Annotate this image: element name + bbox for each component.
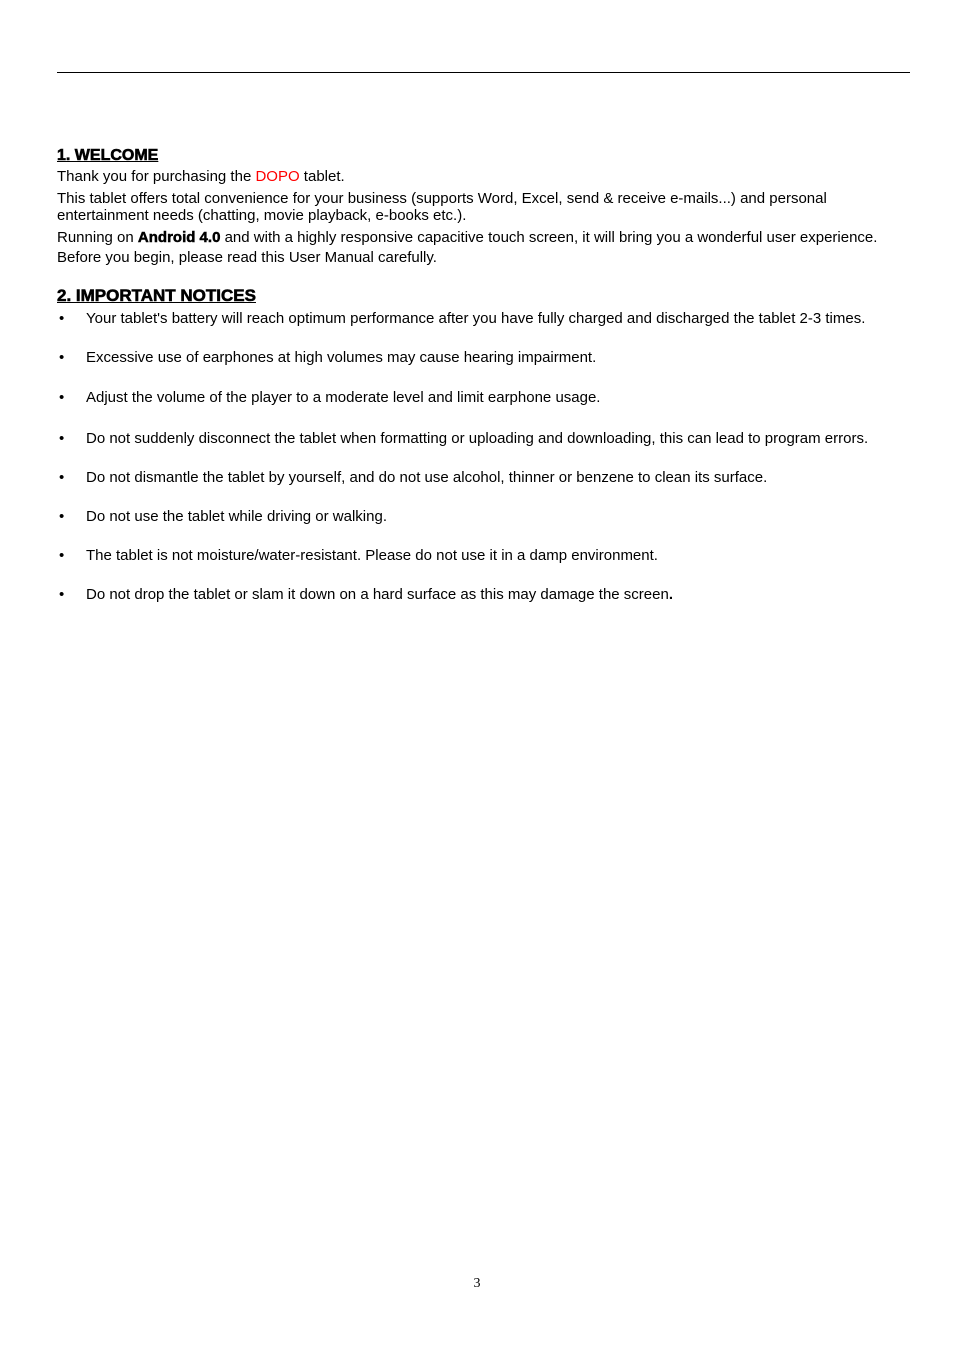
list-item bbox=[57, 469, 897, 486]
welcome-heading: 1. WELCOME bbox=[57, 147, 159, 164]
header-rule bbox=[57, 72, 910, 73]
list-item bbox=[57, 586, 897, 603]
page-content bbox=[57, 146, 897, 603]
bullet-icon: • bbox=[59, 586, 65, 603]
list-item-text: Do not dismantle the tablet by yourself, and do not use alcohol, thinner or benzene to clean its surface. bbox=[86, 469, 768, 486]
important-notices-heading: 2. IMPORTANT NOTICES bbox=[57, 286, 256, 305]
list-item-text: Do not use the tablet while driving or walking. bbox=[86, 508, 387, 525]
convenience-paragraph: This tablet offers total convenience for your business (supports Word, Excel, send & receive e-mails...) and personal entertainment needs (chatting, movie playback, e-books etc.). bbox=[57, 190, 827, 224]
list-item-text: Do not drop the tablet or slam it down on a hard surface as this may damage the screen bbox=[86, 586, 669, 603]
list-item bbox=[57, 547, 897, 564]
bullet-icon: • bbox=[59, 547, 65, 564]
bullet-icon: • bbox=[59, 508, 65, 525]
bullet-icon: • bbox=[59, 389, 65, 406]
list-item bbox=[57, 389, 897, 406]
list-item bbox=[57, 430, 897, 447]
list-item-text: Do not suddenly disconnect the tablet when formatting or uploading and downloading, this can lead to program errors. bbox=[86, 430, 869, 447]
brand-name: DOPO bbox=[255, 168, 300, 185]
read-manual-paragraph: Before you begin, please read this User Manual carefully. bbox=[57, 249, 437, 266]
android-paragraph bbox=[57, 229, 897, 246]
thanks-text-before: Thank you for purchasing the bbox=[57, 168, 256, 185]
list-item bbox=[57, 349, 897, 366]
running-text-before: Running on bbox=[57, 229, 138, 246]
thanks-paragraph bbox=[57, 168, 897, 185]
list-item bbox=[57, 310, 897, 327]
list-item-text: Your tablet's battery will reach optimum performance after you have fully charged and discharged the tablet 2-3 times. bbox=[86, 310, 866, 327]
bullet-icon: • bbox=[59, 310, 65, 327]
page-number: 3 bbox=[473, 1276, 481, 1291]
list-item bbox=[57, 508, 897, 525]
list-item-text: Adjust the volume of the player to a moderate level and limit earphone usage. bbox=[86, 389, 601, 406]
list-item-text: The tablet is not moisture/water-resistant. Please do not use it in a damp environment. bbox=[86, 547, 658, 564]
bullet-icon: • bbox=[59, 469, 65, 486]
notices-list bbox=[57, 310, 897, 603]
android-version: Android 4.0 bbox=[137, 229, 221, 246]
list-item-text: Excessive use of earphones at high volumes may cause hearing impairment. bbox=[86, 349, 597, 366]
bullet-icon: • bbox=[59, 430, 65, 447]
bullet-icon: • bbox=[59, 349, 65, 366]
running-text-after: and with a highly responsive capacitive touch screen, it will bring you a wonderful user experience. bbox=[220, 229, 878, 246]
list-item-period: . bbox=[668, 586, 673, 603]
thanks-text-after: tablet. bbox=[299, 168, 345, 185]
